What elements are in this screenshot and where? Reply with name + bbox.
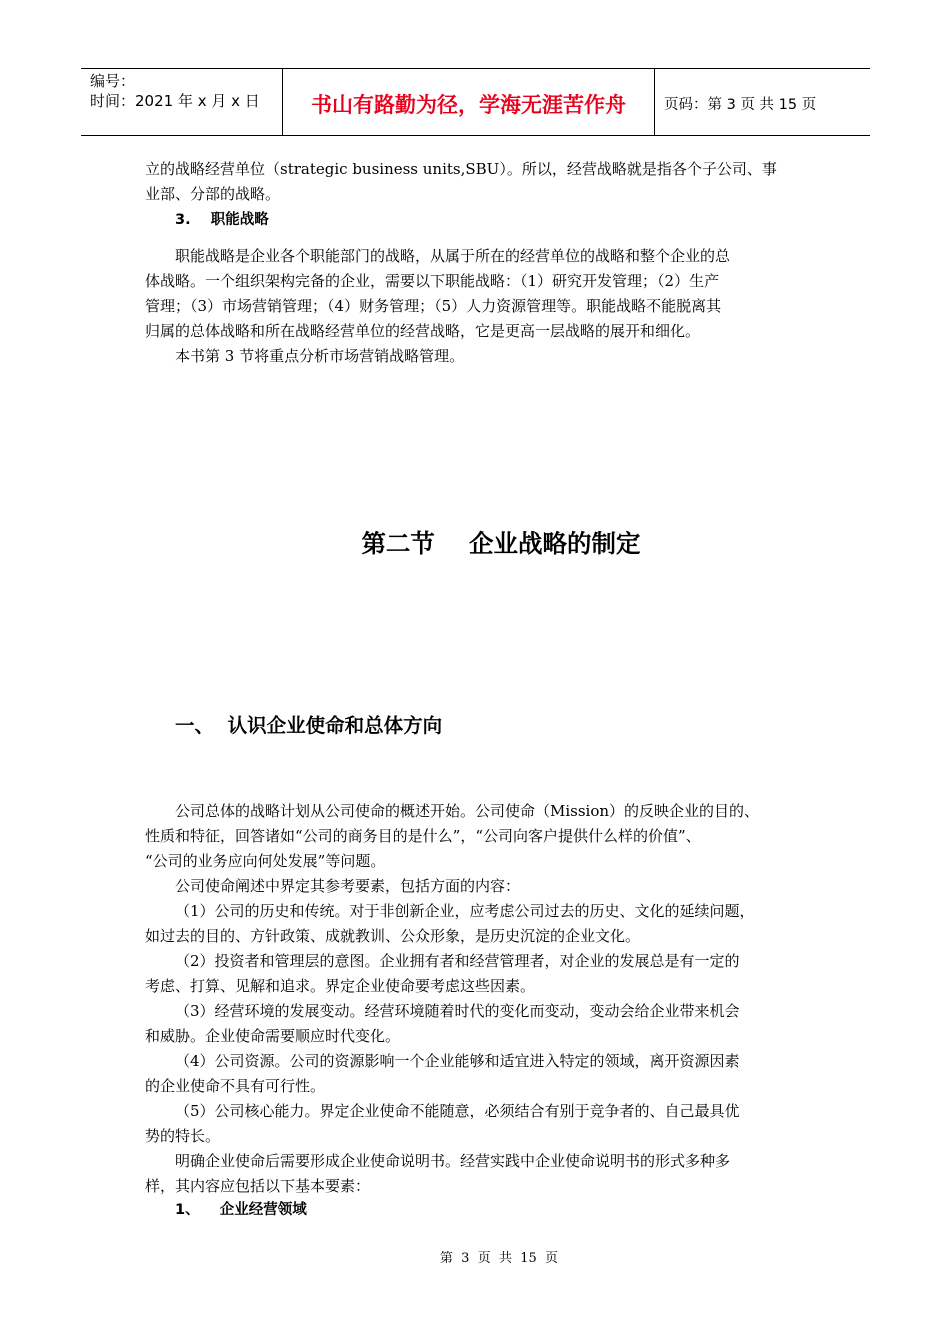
list-item-line: 考虑、打算、见解和追求。界定企业使命要考虑这些因素。	[145, 977, 536, 995]
paragraph-line: 职能战略是企业各个职能部门的战略，从属于所在的经营单位的战略和整个企业的总	[175, 247, 731, 265]
list-item-line: （2）投资者和管理层的意图。企业拥有者和经营管理者，对企业的发展总是有一定的	[175, 952, 740, 970]
paragraph-line: 管理；（3）市场营销管理；（4）财务管理；（5）人力资源管理等。职能战略不能脱离其	[145, 297, 722, 315]
header-meta	[81, 69, 282, 135]
paragraph-line: 公司总体的战略计划从公司使命的概述开始。公司使命（Mission）的反映企业的目的、	[175, 802, 760, 820]
paragraph-line: 立的战略经营单位（strategic business units,SBU）。所以，经营战略就是指各个子公司、事	[145, 160, 777, 178]
page-footer: 第 3 页 共 15 页	[439, 1251, 559, 1266]
list-item-line: 势的特长。	[145, 1127, 221, 1145]
paragraph-line: 本书第 3 节将重点分析市场营销战略管理。	[175, 347, 465, 365]
paragraph-line: 样，其内容应包括以下基本要素：	[145, 1177, 371, 1195]
header-motto: 书山有路勤为径，学海无涯苦作舟	[282, 69, 655, 135]
list-item-line: （4）公司资源。公司的资源影响一个企业能够和适宜进入特定的领域，离开资源因素	[175, 1052, 740, 1070]
sub-section-title: 一、 认识企业使命和总体方向	[175, 714, 443, 737]
paragraph-line: “公司的业务应向何处发展”等问题。	[145, 852, 386, 870]
heading-functional-strategy: 3. 职能战略	[175, 212, 269, 228]
paragraph-line: 归属的总体战略和所在战略经营单位的经营战略，它是更高一层战略的展开和细化。	[145, 322, 701, 340]
document-number-label: 编号：	[90, 72, 136, 90]
page-header	[81, 68, 870, 136]
paragraph-line: 业部、分部的战略。	[145, 185, 281, 203]
list-item-line: （3）经营环境的发展变动。经营环境随着时代的变化而变动，变动会给企业带来机会	[175, 1002, 740, 1020]
section-title: 第二节 企业战略的制定	[361, 529, 641, 558]
list-item-line: （5）公司核心能力。界定企业使命不能随意，必须结合有别于竞争者的、自己最具优	[175, 1102, 740, 1120]
list-item-line: 的企业使命不具有可行性。	[145, 1077, 326, 1095]
paragraph-line: 明确企业使命后需要形成企业使命说明书。经营实践中企业使命说明书的形式多种多	[175, 1152, 731, 1170]
paragraph-line: 公司使命阐述中界定其参考要素，包括方面的内容：	[175, 877, 521, 895]
list-item-line: 如过去的目的、方针政策、成就教训、公众形象，是历史沉淀的企业文化。	[145, 927, 641, 945]
document-date-label: 时间：2021 年 x 月 x 日	[90, 92, 260, 110]
paragraph-line: 性质和特征，回答诸如“公司的商务目的是什么”，“公司向客户提供什么样的价值”、	[145, 827, 701, 845]
list-item-line: （1）公司的历史和传统。对于非创新企业，应考虑公司过去的历史、文化的延续问题，	[175, 902, 755, 920]
heading-business-domain: 1、 企业经营领域	[175, 1202, 307, 1218]
list-item-line: 和威胁。企业使命需要顺应时代变化。	[145, 1027, 401, 1045]
header-page-info: 页码：第 3 页 共 15 页	[664, 96, 817, 113]
paragraph-line: 体战略。一个组织架构完备的企业，需要以下职能战略：（1）研究开发管理；（2）生产	[145, 272, 720, 290]
